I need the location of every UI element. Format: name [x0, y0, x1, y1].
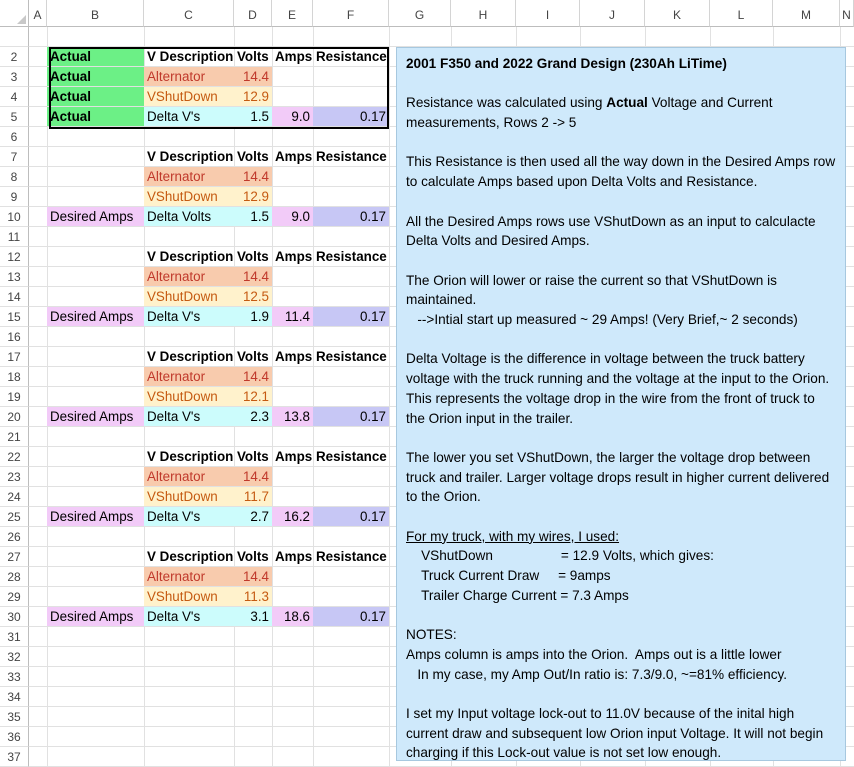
gridline-vertical	[272, 27, 273, 766]
column-header[interactable]: E	[272, 0, 313, 27]
row-header[interactable]: 34	[0, 687, 29, 707]
desired-amps-label[interactable]: Desired Amps	[47, 607, 144, 626]
note-notes-title: NOTES:	[406, 627, 457, 643]
volts-header[interactable]: Volts	[237, 449, 269, 464]
column-header[interactable]: K	[645, 0, 710, 27]
row-header[interactable]: 12	[0, 247, 29, 267]
delta-resistance[interactable]: 0.17	[313, 107, 389, 126]
volts-header[interactable]: Volts	[237, 49, 269, 64]
resistance-header[interactable]: Resistance	[316, 149, 387, 164]
row-header[interactable]: 33	[0, 667, 29, 687]
alternator-label[interactable]: Alternator	[144, 467, 234, 486]
column-header[interactable]: F	[313, 0, 389, 27]
vshutdown-volts[interactable]: 12.9	[234, 87, 272, 106]
vshutdown-volts[interactable]: 11.7	[234, 487, 272, 506]
volts-header[interactable]: Volts	[237, 549, 269, 564]
actual-label[interactable]: Actual	[47, 87, 144, 106]
row-header[interactable]: 23	[0, 467, 29, 487]
delta-resistance[interactable]: 0.17	[313, 507, 389, 526]
resistance-header[interactable]: Resistance	[316, 249, 387, 264]
resistance-header[interactable]: Resistance	[316, 549, 387, 564]
note-paragraph-9: I set my Input voltage lock-out to 11.0V because of the inital high current draw and subsequent low Orion input Voltage. It will not begin charging if this Lock-out value is not set low enough.	[406, 706, 827, 761]
volts-header[interactable]: Volts	[237, 349, 269, 364]
note-paragraph-2: This Resistance is then used all the way down in the Desired Amps row to calculate Amps based upon Delta Volts and Resistance.	[406, 154, 839, 190]
note-paragraph-5: Delta Voltage is the difference in voltage between the truck battery voltage with the truck running and the voltage at the input to the Orion. This represents the voltage drop in the wire from the front of truck to the Orion input in the trailer.	[406, 351, 833, 426]
row-header[interactable]: 15	[0, 307, 29, 327]
note-notes-line-1: Amps column is amps into the Orion. Amps out is a little lower	[406, 646, 782, 662]
column-header[interactable]: H	[451, 0, 516, 27]
row-header[interactable]: 4	[0, 87, 29, 107]
row-header[interactable]: 36	[0, 727, 29, 747]
row-header[interactable]: 25	[0, 507, 29, 527]
row-header[interactable]: 14	[0, 287, 29, 307]
vshutdown-label[interactable]: VShutDown	[144, 587, 234, 606]
alternator-label[interactable]: Alternator	[144, 267, 234, 286]
actual-table-border	[49, 47, 389, 129]
v-description-header[interactable]: V Description	[147, 449, 234, 464]
resistance-header[interactable]: Resistance	[316, 349, 387, 364]
row-header[interactable]: 35	[0, 707, 29, 727]
v-description-header[interactable]: V Description	[147, 349, 234, 364]
column-header[interactable]: A	[29, 0, 47, 27]
select-all-corner[interactable]	[0, 0, 29, 27]
row-header[interactable]: 11	[0, 227, 29, 247]
v-description-header[interactable]: V Description	[147, 49, 234, 64]
row-header[interactable]: 32	[0, 647, 29, 667]
delta-label[interactable]: Delta V's	[144, 607, 234, 626]
alternator-label[interactable]: Alternator	[144, 167, 234, 186]
delta-amps[interactable]: 13.8	[272, 407, 313, 426]
delta-resistance[interactable]: 0.17	[313, 207, 389, 226]
column-header[interactable]: G	[389, 0, 451, 27]
v-description-header[interactable]: V Description	[147, 249, 234, 264]
column-header[interactable]: D	[234, 0, 272, 27]
actual-label[interactable]: Actual	[47, 47, 144, 66]
delta-amps[interactable]: 9.0	[272, 207, 313, 226]
volts-header[interactable]: Volts	[237, 249, 269, 264]
row-header[interactable]: 31	[0, 627, 29, 647]
vshutdown-volts[interactable]: 12.9	[234, 187, 272, 206]
column-header[interactable]: N	[840, 0, 854, 27]
alternator-label[interactable]: Alternator	[144, 367, 234, 386]
delta-volts[interactable]: 3.1	[234, 607, 272, 626]
row-header[interactable]: 22	[0, 447, 29, 467]
note-title: 2001 F350 and 2022 Grand Design (230Ah LiTime)	[406, 56, 727, 71]
row-header[interactable]: 9	[0, 187, 29, 207]
row-header[interactable]: 26	[0, 527, 29, 547]
amps-header[interactable]: Amps	[275, 49, 313, 64]
row-header[interactable]: 27	[0, 547, 29, 567]
row-header[interactable]: 30	[0, 607, 29, 627]
row-header[interactable]: 3	[0, 67, 29, 87]
delta-resistance[interactable]: 0.17	[313, 407, 389, 426]
alternator-volts[interactable]: 14.4	[234, 67, 272, 86]
note-paragraph-6: The lower you set VShutDown, the larger the voltage drop between truck and trailer. Larger voltage drops result in higher current delivered to the Orion.	[406, 449, 833, 505]
amps-header[interactable]: Amps	[275, 149, 313, 164]
vshutdown-volts[interactable]: 11.3	[234, 587, 272, 606]
delta-volts[interactable]: 1.9	[234, 307, 272, 326]
row-header[interactable]: 19	[0, 387, 29, 407]
column-header[interactable]: L	[710, 0, 773, 27]
column-header[interactable]: B	[47, 0, 144, 27]
v-description-header[interactable]: V Description	[147, 549, 234, 564]
delta-volts[interactable]: 2.7	[234, 507, 272, 526]
row-header[interactable]: 13	[0, 267, 29, 287]
alternator-volts[interactable]: 14.4	[234, 567, 272, 586]
row-header[interactable]: 24	[0, 487, 29, 507]
row-header[interactable]: 20	[0, 407, 29, 427]
vshutdown-label[interactable]: VShutDown	[144, 287, 234, 306]
resistance-header[interactable]: Resistance	[316, 49, 387, 64]
delta-amps[interactable]: 18.6	[272, 607, 313, 626]
delta-label[interactable]: Delta Volts	[144, 207, 234, 226]
delta-label[interactable]: Delta V's	[144, 507, 234, 526]
row-header[interactable]: 17	[0, 347, 29, 367]
note-paragraph-1: Resistance was calculated using Actual Voltage and Current measurements, Rows 2 -> 5	[406, 95, 777, 131]
column-header[interactable]: M	[773, 0, 840, 27]
vshutdown-label[interactable]: VShutDown	[144, 387, 234, 406]
column-header[interactable]: I	[516, 0, 580, 27]
row-header[interactable]: 10	[0, 207, 29, 227]
row-header[interactable]: 16	[0, 327, 29, 347]
delta-label[interactable]: Delta V's	[144, 307, 234, 326]
alternator-volts[interactable]: 14.4	[234, 367, 272, 386]
vshutdown-volts[interactable]: 12.1	[234, 387, 272, 406]
alternator-label[interactable]: Alternator	[144, 67, 234, 86]
amps-header[interactable]: Amps	[275, 349, 313, 364]
delta-label[interactable]: Delta V's	[144, 107, 234, 126]
desired-amps-label[interactable]: Desired Amps	[47, 307, 144, 326]
amps-header[interactable]: Amps	[275, 549, 313, 564]
column-header[interactable]: C	[144, 0, 234, 27]
row-header[interactable]: 37	[0, 747, 29, 767]
row-header[interactable]: 2	[0, 47, 29, 67]
row-header[interactable]: 8	[0, 167, 29, 187]
row-header[interactable]: 7	[0, 147, 29, 167]
vshutdown-volts[interactable]: 12.5	[234, 287, 272, 306]
note-setup-line-2: Truck Current Draw = 9amps	[406, 568, 611, 584]
vshutdown-label[interactable]: VShutDown	[144, 87, 234, 106]
v-description-header[interactable]: V Description	[147, 149, 234, 164]
delta-resistance[interactable]: 0.17	[313, 307, 389, 326]
desired-amps-label[interactable]: Desired Amps	[47, 507, 144, 526]
desired-amps-label[interactable]: Desired Amps	[47, 207, 144, 226]
desired-amps-label[interactable]: Desired Amps	[47, 407, 144, 426]
row-header[interactable]: 21	[0, 427, 29, 447]
actual-label[interactable]: Actual	[47, 67, 144, 86]
delta-amps[interactable]: 9.0	[272, 107, 313, 126]
note-paragraph-4b: -->Intial start up measured ~ 29 Amps! (Very Brief,~ 2 seconds)	[406, 312, 798, 328]
row-header[interactable]: 6	[0, 127, 29, 147]
volts-header[interactable]: Volts	[237, 149, 269, 164]
row-header[interactable]: 18	[0, 367, 29, 387]
alternator-volts[interactable]: 14.4	[234, 167, 272, 186]
delta-amps[interactable]: 16.2	[272, 507, 313, 526]
note-setup-line-3: Trailer Charge Current = 7.3 Amps	[406, 587, 629, 603]
column-header[interactable]: J	[580, 0, 645, 27]
vshutdown-label[interactable]: VShutDown	[144, 187, 234, 206]
note-setup-line-1: VShutDown = 12.9 Volts, which gives:	[406, 548, 714, 564]
resistance-header[interactable]: Resistance	[316, 449, 387, 464]
note-setup-title: For my truck, with my wires, I used:	[406, 528, 620, 544]
note-notes-line-2: In my case, my Amp Out/In ratio is: 7.3/9.0, ~=81% efficiency.	[406, 666, 788, 682]
note-paragraph-4: The Orion will lower or raise the current so that VShutDown is maintained.	[406, 272, 781, 308]
amps-header[interactable]: Amps	[275, 449, 313, 464]
actual-label[interactable]: Actual	[47, 107, 144, 126]
notes-textbox[interactable]	[396, 47, 846, 761]
row-header[interactable]: 5	[0, 107, 29, 127]
alternator-volts[interactable]: 14.4	[234, 467, 272, 486]
amps-header[interactable]: Amps	[275, 249, 313, 264]
delta-resistance[interactable]: 0.17	[313, 607, 389, 626]
row-header-1[interactable]	[0, 27, 29, 47]
gridline-vertical	[389, 27, 390, 766]
gridline-vertical	[313, 27, 314, 766]
delta-volts[interactable]: 1.5	[234, 107, 272, 126]
note-paragraph-3: All the Desired Amps rows use VShutDown as an input to calculacte Delta Volts and Desired Amps.	[406, 213, 820, 249]
delta-amps[interactable]: 11.4	[272, 307, 313, 326]
alternator-volts[interactable]: 14.4	[234, 267, 272, 286]
gridline-vertical	[47, 27, 48, 766]
row-header[interactable]: 29	[0, 587, 29, 607]
delta-volts[interactable]: 1.5	[234, 207, 272, 226]
row-header[interactable]: 28	[0, 567, 29, 587]
vshutdown-label[interactable]: VShutDown	[144, 487, 234, 506]
delta-volts[interactable]: 2.3	[234, 407, 272, 426]
alternator-label[interactable]: Alternator	[144, 567, 234, 586]
delta-label[interactable]: Delta V's	[144, 407, 234, 426]
